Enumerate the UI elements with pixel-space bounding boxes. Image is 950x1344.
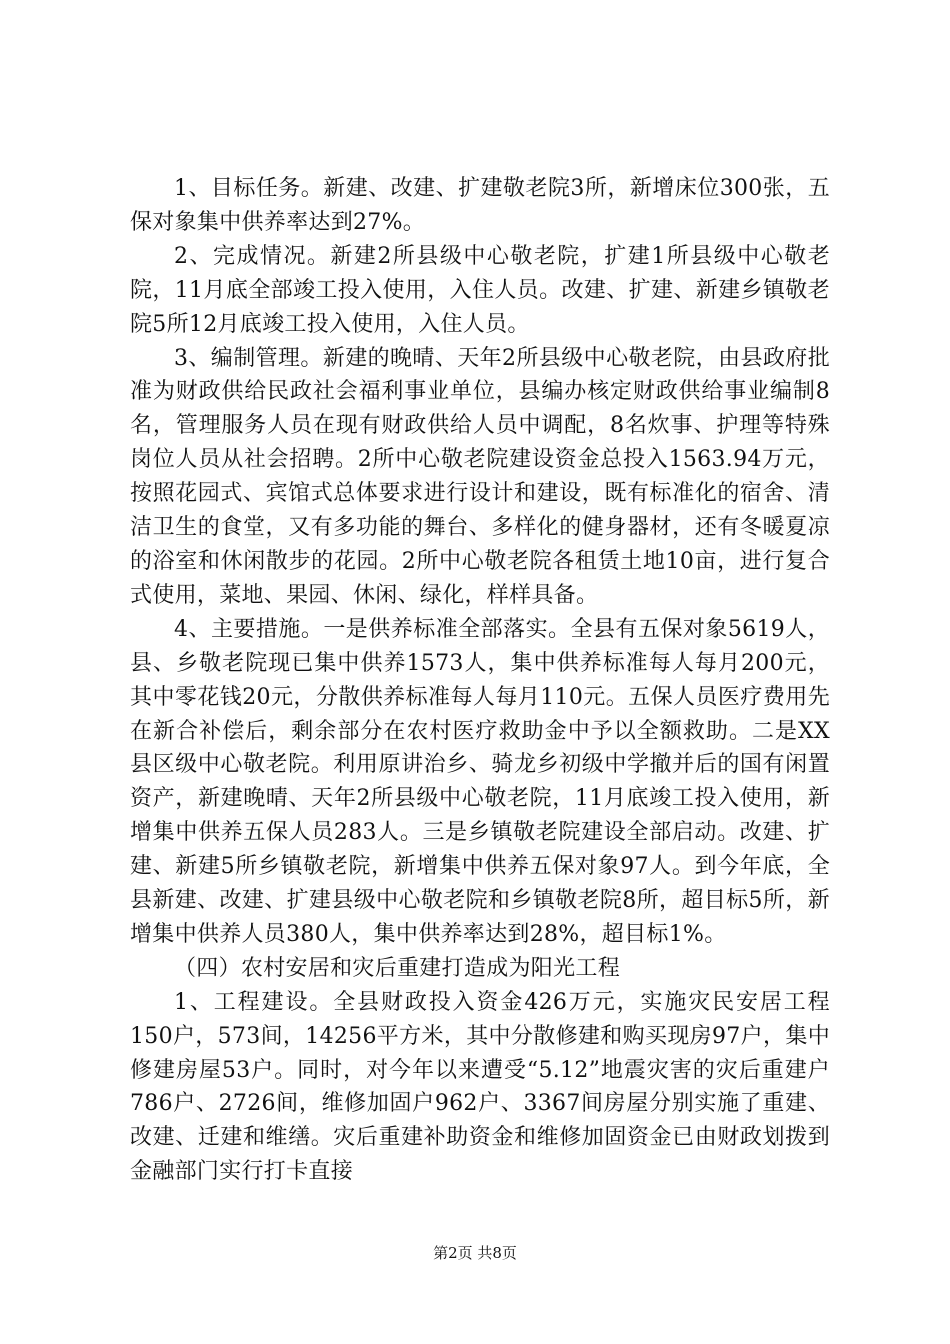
page-footer <box>0 1243 950 1263</box>
paragraph-main-measures: 4、主要措施。一是供养标准全部落实。全县有五保对象5619人，县、乡敬老院现已集中供养1573人，集中供养标准每人每月200元，其中零花钱20元，分散供养标准每人每月110元。五保人员医疗费用先在新合补偿后，剩余部分在农村医疗救助金中予以全额救助。二是XX县区级中心敬老院。利用原讲治乡、骑龙乡初级中学撤并后的国有闲置资产，新建晚晴、天年2所县级中心敬老院，11月底竣工投入使用，新增集中供养五保人员283人。三是乡镇敬老院建设全部启动。改建、扩建、新建5所乡镇敬老院，新增集中供养五保对象97人。到今年底，全县新建、改建、扩建县级中心敬老院和乡镇敬老院8所，超目标5所，新增集中供养人员380人，集中供养率达到28%，超目标1%。 <box>130 616 830 947</box>
paragraph-staffing-management: 3、编制管理。新建的晚晴、天年2所县级中心敬老院，由县政府批准为财政供给民政社会福利事业单位，县编办核定财政供给事业编制8名，管理服务人员在现有财政供给人员中调配，8名炊事、护理等特殊岗位人员从社会招聘。2所中心敬老院建设资金总投入1563.94万元，按照花园式、宾馆式总体要求进行设计和建设，既有标准化的宿舍、清洁卫生的食堂，又有多功能的舞台、多样化的健身器材，还有冬暖夏凉的浴室和休闲散步的花园。2所中心敬老院各租赁土地10亩，进行复合式使用，菜地、果园、休闲、绿化，样样具备。 <box>130 345 830 608</box>
page-indicator: 第2页 共8页 <box>433 1244 517 1262</box>
section-heading-rural-housing: （四）农村安居和灾后重建打造成为阳光工程 <box>174 955 621 981</box>
paragraph-project-construction: 1、工程建设。全县财政投入资金426万元，实施灾民安居工程150户，573间，14256平方米，其中分散修建和购买现房97户，集中修建房屋53户。同时，对今年以来遭受“5.12”地震灾害的灾后重建户786户、2726间，维修加固户962户、3367间房屋分别实施了重建、改建、迁建和维缮。灾后重建补助资金和维修加固资金已由财政划拨到金融部门实行打卡直接 <box>130 989 830 1185</box>
paragraph-completion-status: 2、完成情况。新建2所县级中心敬老院，扩建1所县级中心敬老院，11月底全部竣工投入使用，入住人员。改建、扩建、新建乡镇敬老院5所12月底竣工投入使用，入住人员。 <box>130 243 830 337</box>
paragraph-target-task: 1、目标任务。新建、改建、扩建敬老院3所，新增床位300张，五保对象集中供养率达到27%。 <box>130 176 830 235</box>
document-body <box>130 172 830 1189</box>
